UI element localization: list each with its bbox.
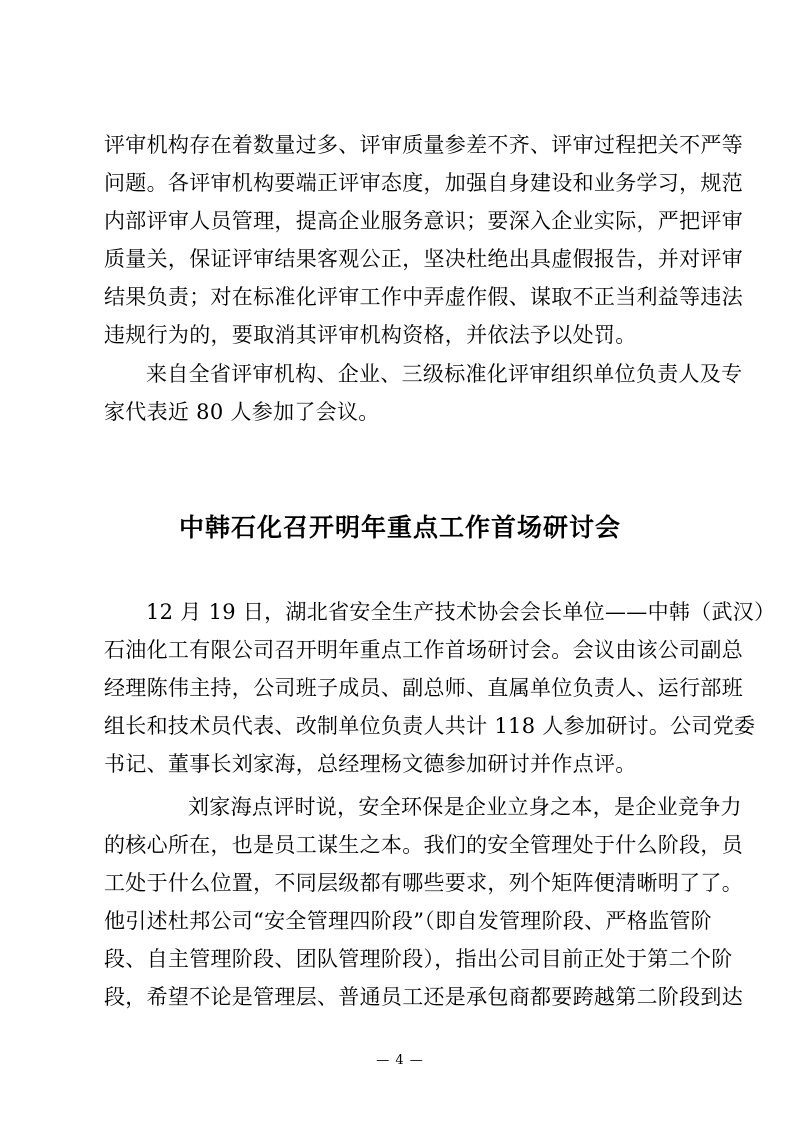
text-line: 刘家海点评时说，安全环保是企业立身之本，是企业竞争力 <box>188 795 742 819</box>
text-line: 石油化工有限公司召开明年重点工作首场研讨会。会议由该公司副总 <box>104 638 743 662</box>
text-line: 段，希望不论是管理层、普通员工还是承包商都要跨越第二阶段到达 <box>104 985 743 1009</box>
text-line: 的核心所在，也是员工谋生之本。我们的安全管理处于什么阶段，员 <box>104 833 743 857</box>
text-line: 评审机构存在着数量过多、评审质量参差不齐、评审过程把关不严等 <box>104 133 743 157</box>
text-line: 家代表近 80 人参加了会议。 <box>104 400 380 424</box>
text-line: 质量关，保证评审结果客观公正，坚决杜绝出具虚假报告，并对评审 <box>104 247 743 271</box>
text-line: 他引述杜邦公司“安全管理四阶段”（即自发管理阶段、严格监管阶 <box>104 909 712 933</box>
text-line: 违规行为的，要取消其评审机构资格，并依法予以处罚。 <box>104 323 637 347</box>
page-number: — 4 — <box>376 1053 424 1068</box>
text-line: 书记、董事长刘家海，总经理杨文德参加研讨并作点评。 <box>104 752 637 776</box>
text-line: 经理陈伟主持，公司班子成员、副总师、直属单位负责人、运行部班 <box>104 676 743 700</box>
text-line: 段、自主管理阶段、团队管理阶段），指出公司目前正处于第二个阶 <box>104 947 733 971</box>
article1-closing-paragraph <box>104 355 743 431</box>
text-line: 12 月 19 日，湖北省安全生产技术协会会长单位——中韩（武汉） <box>146 600 776 624</box>
text-line: 来自全省评审机构、企业、三级标准化评审组织单位负责人及专 <box>146 362 743 386</box>
text-line: 组长和技术员代表、改制单位负责人共计 118 人参加研讨。公司党委 <box>104 714 756 738</box>
text-line: 结果负责；对在标准化评审工作中弄虚作假、谋取不正当利益等违法 <box>104 285 743 309</box>
text-line: 内部评审人员管理，提高企业服务意识；要深入企业实际，严把评审 <box>104 209 743 233</box>
article2-paragraph-1 <box>104 593 776 783</box>
text-line: 问题。各评审机构要端正评审态度，加强自身建设和业务学习，规范 <box>104 171 743 195</box>
article2-title: 中韩石化召开明年重点工作首场研讨会 <box>178 513 621 542</box>
article2-paragraph-2 <box>104 788 743 1016</box>
article1-paragraph-continued <box>104 126 743 354</box>
text-line: 工处于什么位置，不同层级都有哪些要求，列个矩阵便清晰明了了。 <box>104 871 743 895</box>
